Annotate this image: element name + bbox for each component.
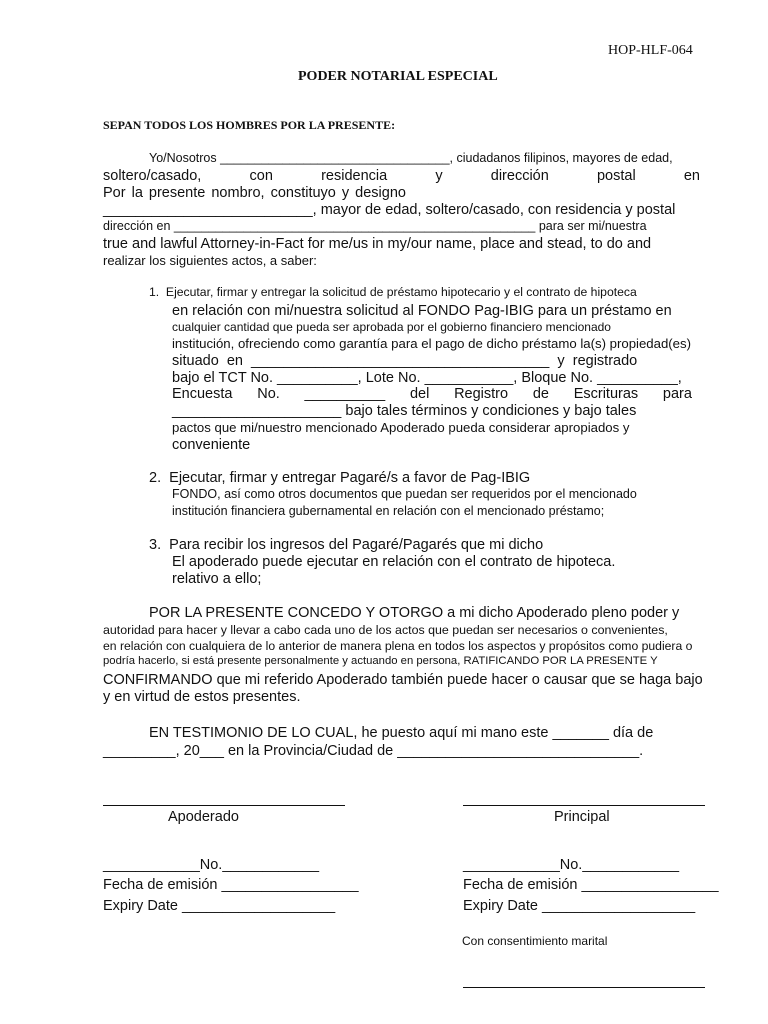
intro-line-2: [103, 169, 700, 184]
item-1-line-7-word: Encuesta: [172, 386, 233, 402]
item-1-line-7-word: __________: [304, 386, 386, 402]
intro-line-5: dirección en ____________________________________________________ para ser mi/nuestra: [103, 219, 647, 233]
item-1-line-7-word: de: [532, 386, 549, 402]
item-1-line-7-word: No.: [257, 386, 280, 402]
grant-line-2: autoridad para hacer y llevar a cabo cada uno de los actos que puedan ser necesarios o convenientes,: [103, 623, 668, 637]
item-2-line-1: 2. Ejecutar, firmar y entregar Pagaré/s a favor de Pag-IBIG: [149, 470, 531, 486]
intro-line-4: __________________________, mayor de edad, soltero/casado, con residencia y postal: [103, 202, 676, 218]
item-3-line-2: El apoderado puede ejecutar en relación con el contrato de hipoteca.: [172, 554, 616, 570]
intro-line-1: Yo/Nosotros _________________________________, ciudadanos filipinos, mayores de edad,: [149, 151, 673, 165]
item-3-line-1: 3. Para recibir los ingresos del Pagaré/Pagarés que mi dicho: [149, 537, 544, 553]
principal-id-number: ____________No.____________: [463, 857, 680, 873]
item-1-line-1: 1. Ejecutar, firmar y entregar la solicitud de préstamo hipotecario y el contrato de hipoteca: [149, 285, 637, 299]
grant-line-1: POR LA PRESENTE CONCEDO Y OTORGO a mi dicho Apoderado pleno poder y: [149, 605, 680, 621]
item-1-line-7-word: para: [662, 386, 692, 402]
intro-line-2-word: y: [435, 168, 443, 184]
intro-line-7: realizar los siguientes actos, a saber:: [103, 253, 317, 268]
section-heading: SEPAN TODOS LOS HOMBRES POR LA PRESENTE:: [103, 118, 396, 132]
principal-label: Principal: [554, 809, 610, 825]
principal-signature-line: [463, 805, 705, 806]
intro-line-2-word: con: [249, 168, 273, 184]
principal-issue-date: Fecha de emisión _________________: [463, 877, 719, 893]
intro-line-2-word: postal: [596, 168, 636, 184]
marital-consent-label: Con consentimiento marital: [462, 934, 608, 948]
item-1-line-9: pactos que mi/nuestro mencionado Apoderado pueda considerar apropiados y: [172, 420, 630, 435]
document-code: HOP-HLF-064: [608, 43, 693, 58]
item-1-line-2: en relación con mi/nuestra solicitud al FONDO Pag-IBIG para un préstamo en: [172, 303, 672, 319]
apoderado-id-number: ____________No.____________: [103, 857, 320, 873]
item-1-line-7-word: Registro: [454, 386, 509, 402]
marital-consent-signature-line: [463, 987, 705, 988]
page-title: PODER NOTARIAL ESPECIAL: [298, 69, 498, 84]
item-1-line-4: institución, ofreciendo como garantía para el pago de dicho préstamo la(s) propiedad(es): [172, 336, 692, 351]
intro-line-2-word: soltero/casado,: [103, 168, 202, 184]
apoderado-label: Apoderado: [168, 809, 239, 825]
grant-line-3: en relación con cualquiera de lo anterior de manera plena en todos los aspectos y propósitos como pudiera o: [103, 639, 693, 653]
item-1-line-8: _____________________ bajo tales términos y condiciones y bajo tales: [172, 403, 637, 419]
item-1-line-7-word: del: [409, 386, 430, 402]
intro-line-2-word: residencia: [321, 168, 388, 184]
item-1-line-6: bajo el TCT No. __________, Lote No. ___________, Bloque No. __________,: [172, 370, 682, 386]
apoderado-expiry-date: Expiry Date ___________________: [103, 898, 336, 914]
intro-line-2-word: dirección: [490, 168, 549, 184]
item-1-line-10: conveniente: [172, 437, 251, 453]
grant-line-4: podría hacerlo, si está presente personalmente y actuando en persona, RATIFICANDO POR LA PRESENTE Y: [103, 655, 658, 667]
item-1-line-3: cualquier cantidad que pueda ser aprobada por el gobierno financiero mencionado: [172, 320, 611, 334]
item-2-line-2: FONDO, así como otros documentos que puedan ser requeridos por el mencionado: [172, 487, 637, 501]
item-3-line-3: relativo a ello;: [172, 571, 262, 587]
item-1-line-7-word: Escrituras: [573, 386, 639, 402]
item-2-line-3: institución financiera gubernamental en relación con el mencionado préstamo;: [172, 504, 605, 518]
intro-line-3: Por la presente nombro, constituyo y designo: [103, 185, 406, 201]
witness-line-2: _________, 20___ en la Provincia/Ciudad de ______________________________.: [103, 743, 644, 759]
grant-line-6: y en virtud de estos presentes.: [103, 689, 301, 705]
witness-line-1: EN TESTIMONIO DE LO CUAL, he puesto aquí mi mano este _______ día de: [149, 725, 654, 741]
item-1-line-5: situado en _____________________________________ y registrado: [172, 353, 638, 369]
grant-line-5: CONFIRMANDO que mi referido Apoderado también puede hacer o causar que se haga bajo: [103, 672, 703, 688]
apoderado-signature-line: [103, 805, 345, 806]
apoderado-issue-date: Fecha de emisión _________________: [103, 877, 359, 893]
principal-expiry-date: Expiry Date ___________________: [463, 898, 696, 914]
intro-line-2-word: en: [683, 168, 700, 184]
item-1-line-7: [172, 387, 692, 402]
intro-line-6: true and lawful Attorney-in-Fact for me/us in my/our name, place and stead, to do and: [103, 236, 652, 252]
